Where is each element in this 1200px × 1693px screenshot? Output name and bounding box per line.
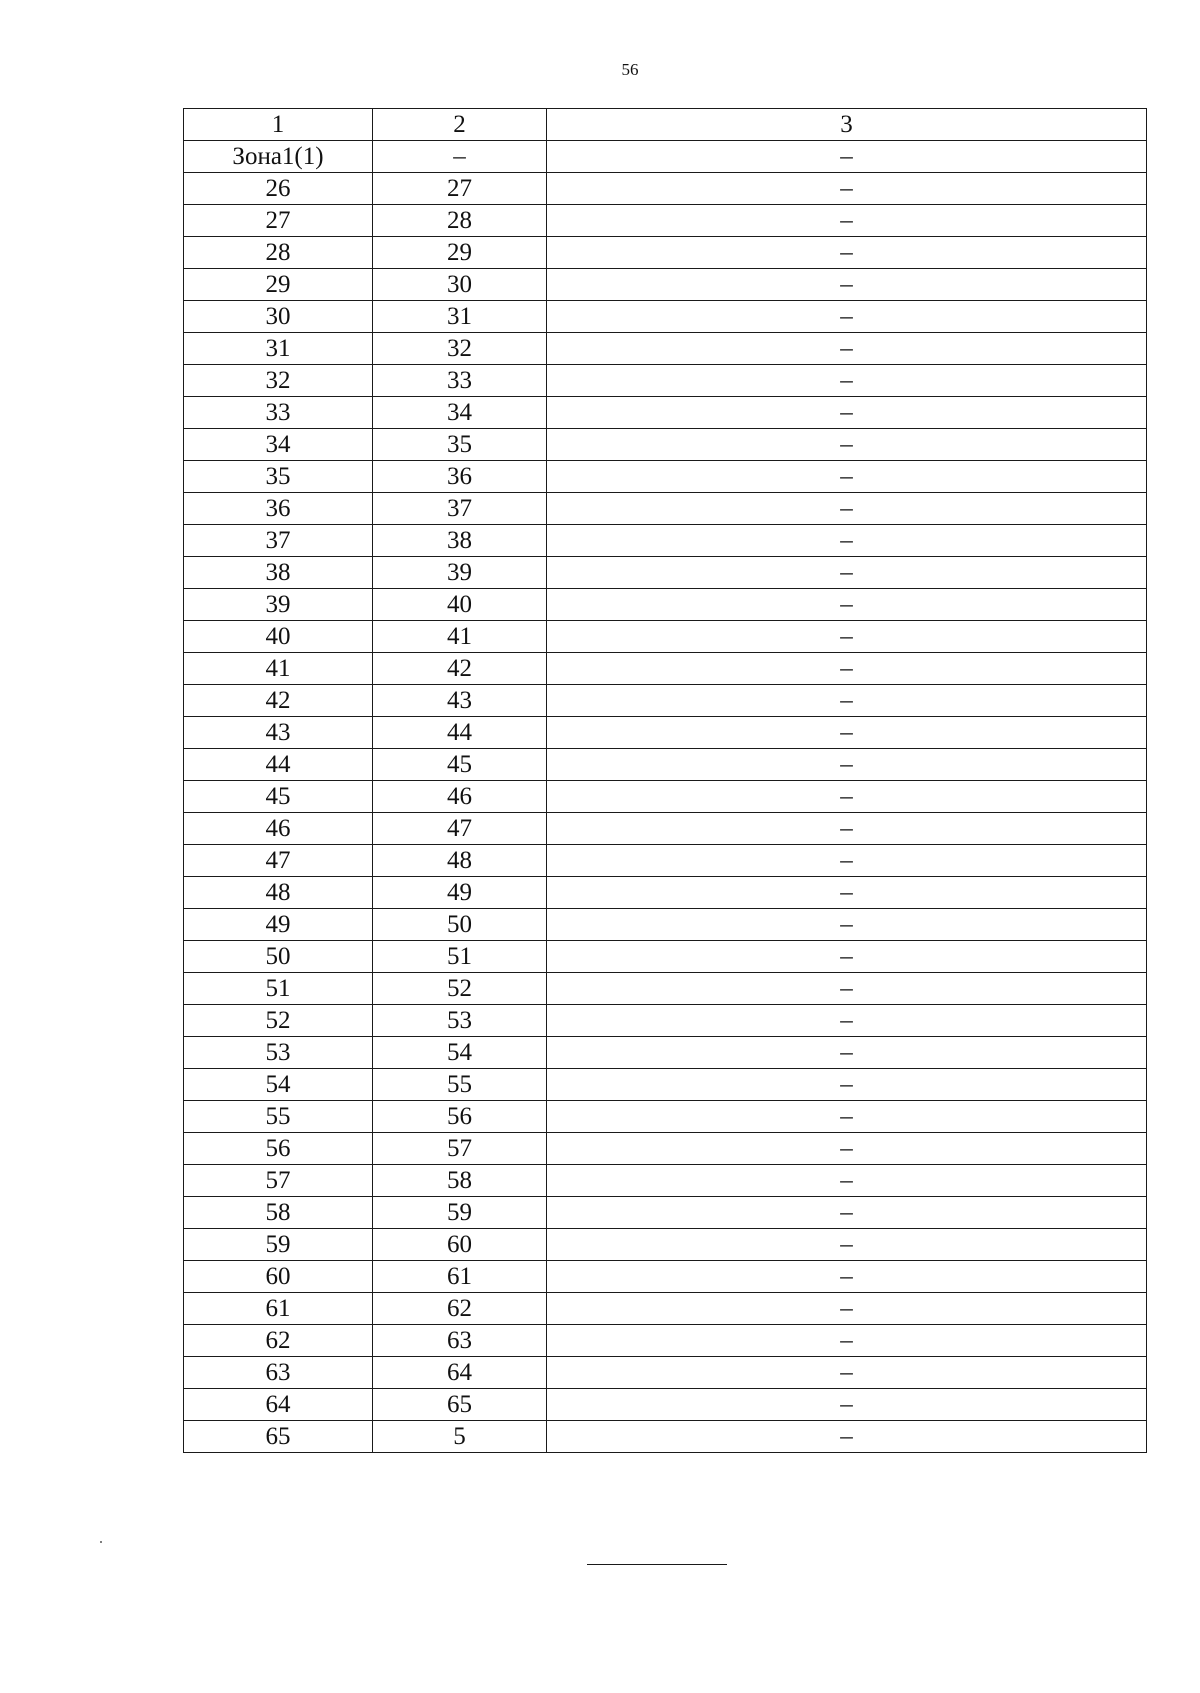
table-cell-col-3: – [547, 1069, 1147, 1101]
table-row [184, 1133, 1147, 1165]
table-cell-col-2: 41 [373, 621, 547, 653]
table-cell-col-3: – [547, 1165, 1147, 1197]
table-row [184, 1005, 1147, 1037]
table-cell-col-3: – [547, 909, 1147, 941]
table-cell-col-1: 36 [184, 493, 373, 525]
table-cell-col-3: – [547, 1101, 1147, 1133]
table-row [184, 1229, 1147, 1261]
table-cell-col-2: 32 [373, 333, 547, 365]
table-cell-col-3: – [547, 1229, 1147, 1261]
table-cell-col-1: 58 [184, 1197, 373, 1229]
table-cell-col-1: 63 [184, 1357, 373, 1389]
table-cell-col-3: – [547, 525, 1147, 557]
table-cell-col-2: 35 [373, 429, 547, 461]
table-cell-col-2: 63 [373, 1325, 547, 1357]
table-cell-col-1: 54 [184, 1069, 373, 1101]
table-cell-col-2: 51 [373, 941, 547, 973]
table-cell-col-3: – [547, 1037, 1147, 1069]
table-cell-col-1: 40 [184, 621, 373, 653]
table-cell-col-1: 26 [184, 173, 373, 205]
table-row [184, 301, 1147, 333]
table-row [184, 1293, 1147, 1325]
table-cell-col-2: 65 [373, 1389, 547, 1421]
table-row [184, 877, 1147, 909]
table-cell-col-2: 45 [373, 749, 547, 781]
table-header-row [184, 109, 1147, 141]
table-row [184, 1389, 1147, 1421]
table-cell-col-2: 53 [373, 1005, 547, 1037]
table-cell-col-2: 39 [373, 557, 547, 589]
table-row [184, 653, 1147, 685]
table-cell-col-2: 31 [373, 301, 547, 333]
table-row [184, 1101, 1147, 1133]
table-cell-col-1: 60 [184, 1261, 373, 1293]
table-row [184, 1325, 1147, 1357]
table-cell-col-1: 59 [184, 1229, 373, 1261]
table-row [184, 589, 1147, 621]
table-row [184, 973, 1147, 1005]
table-cell-col-3: – [547, 1133, 1147, 1165]
table-cell-col-1: 45 [184, 781, 373, 813]
table-cell-col-2: 36 [373, 461, 547, 493]
table-cell-col-1: 38 [184, 557, 373, 589]
table-cell-col-1: 34 [184, 429, 373, 461]
table-cell-col-3: – [547, 1005, 1147, 1037]
table-cell-col-2: 52 [373, 973, 547, 1005]
table-row [184, 1421, 1147, 1453]
table-row [184, 269, 1147, 301]
table-cell-col-1: 29 [184, 269, 373, 301]
table-row [184, 365, 1147, 397]
table-cell-col-1: 31 [184, 333, 373, 365]
table-cell-col-1: 37 [184, 525, 373, 557]
table-cell-col-3: – [547, 333, 1147, 365]
table-row [184, 749, 1147, 781]
table-cell-col-2: 64 [373, 1357, 547, 1389]
table-row [184, 717, 1147, 749]
table-cell-col-2: 29 [373, 237, 547, 269]
table-row [184, 941, 1147, 973]
table-cell-col-3: – [547, 173, 1147, 205]
table-row [184, 205, 1147, 237]
header-cell-3: 3 [547, 109, 1147, 141]
page-number: 56 [621, 60, 639, 79]
table-cell-col-3: – [547, 1325, 1147, 1357]
table-cell-col-1: 42 [184, 685, 373, 717]
table-cell-col-3: – [547, 685, 1147, 717]
table-row [184, 237, 1147, 269]
table-cell-col-3: – [547, 653, 1147, 685]
table-row [184, 813, 1147, 845]
table-row [184, 493, 1147, 525]
table-cell-col-3: – [547, 941, 1147, 973]
table-row [184, 461, 1147, 493]
table-cell-col-2: 56 [373, 1101, 547, 1133]
table-cell-col-1: 65 [184, 1421, 373, 1453]
table-cell-col-1: 46 [184, 813, 373, 845]
table-cell-col-2: 57 [373, 1133, 547, 1165]
table-cell-col-3: – [547, 1293, 1147, 1325]
table-cell-col-3: – [547, 269, 1147, 301]
table-row [184, 1165, 1147, 1197]
table-cell-col-2: 44 [373, 717, 547, 749]
footer-divider [587, 1564, 727, 1565]
table-cell-col-2: 49 [373, 877, 547, 909]
table-row [184, 1037, 1147, 1069]
table-row [184, 1069, 1147, 1101]
table-cell-col-1: 48 [184, 877, 373, 909]
table-cell-col-1: 50 [184, 941, 373, 973]
table-cell-col-1: 39 [184, 589, 373, 621]
table-row [184, 845, 1147, 877]
table-cell-col-2: 50 [373, 909, 547, 941]
table-cell-col-3: – [547, 781, 1147, 813]
table-row [184, 1357, 1147, 1389]
table-cell-col-3: – [547, 237, 1147, 269]
table-cell-col-2: 38 [373, 525, 547, 557]
table-cell-col-2: 5 [373, 1421, 547, 1453]
table-cell-col-3: – [547, 301, 1147, 333]
table-cell-col-2: 54 [373, 1037, 547, 1069]
table-row [184, 781, 1147, 813]
table-cell-col-2: 61 [373, 1261, 547, 1293]
table-cell-col-3: – [547, 589, 1147, 621]
table-cell-col-3: – [547, 1357, 1147, 1389]
table-cell-col-1: 53 [184, 1037, 373, 1069]
table-cell-col-1: 41 [184, 653, 373, 685]
table-cell-col-2: 34 [373, 397, 547, 429]
table-cell-col-2: 40 [373, 589, 547, 621]
table-cell-col-1: 55 [184, 1101, 373, 1133]
table-cell-col-3: – [547, 877, 1147, 909]
table-cell-col-1: 49 [184, 909, 373, 941]
table-row [184, 173, 1147, 205]
table-cell-col-3: – [547, 141, 1147, 173]
table-row [184, 429, 1147, 461]
table-cell-col-3: – [547, 749, 1147, 781]
table-cell-col-3: – [547, 845, 1147, 877]
table-cell-col-2: 30 [373, 269, 547, 301]
table-cell-col-2: 48 [373, 845, 547, 877]
table-cell-col-1: 64 [184, 1389, 373, 1421]
table-cell-col-2: 27 [373, 173, 547, 205]
table-cell-col-2: – [373, 141, 547, 173]
table-row [184, 141, 1147, 173]
table-cell-col-2: 58 [373, 1165, 547, 1197]
table-cell-col-3: – [547, 493, 1147, 525]
table-cell-col-3: – [547, 1197, 1147, 1229]
table-row [184, 1197, 1147, 1229]
table-cell-col-1: 43 [184, 717, 373, 749]
table-cell-col-3: – [547, 205, 1147, 237]
table-row [184, 685, 1147, 717]
table-row [184, 397, 1147, 429]
table-cell-col-3: – [547, 621, 1147, 653]
table-cell-col-2: 55 [373, 1069, 547, 1101]
table-cell-col-3: – [547, 557, 1147, 589]
header-cell-1: 1 [184, 109, 373, 141]
table-cell-col-1: 51 [184, 973, 373, 1005]
table-row [184, 1261, 1147, 1293]
table-row [184, 557, 1147, 589]
table-cell-col-3: – [547, 1389, 1147, 1421]
table-cell-col-3: – [547, 397, 1147, 429]
table-row [184, 333, 1147, 365]
table-cell-col-1: 44 [184, 749, 373, 781]
table-row [184, 525, 1147, 557]
table-cell-col-2: 47 [373, 813, 547, 845]
table-cell-col-3: – [547, 429, 1147, 461]
table-cell-col-3: – [547, 973, 1147, 1005]
table-cell-col-1: 47 [184, 845, 373, 877]
table-cell-col-1: 35 [184, 461, 373, 493]
table-cell-col-1: 57 [184, 1165, 373, 1197]
table-cell-col-2: 46 [373, 781, 547, 813]
table-cell-col-2: 62 [373, 1293, 547, 1325]
table-cell-col-2: 33 [373, 365, 547, 397]
table-cell-col-1: 28 [184, 237, 373, 269]
table-cell-col-1: 27 [184, 205, 373, 237]
table-cell-col-1: Зона1(1) [184, 141, 373, 173]
table-cell-col-3: – [547, 813, 1147, 845]
table-cell-col-3: – [547, 365, 1147, 397]
table-body [184, 109, 1147, 1453]
table-cell-col-1: 33 [184, 397, 373, 429]
table-cell-col-3: – [547, 461, 1147, 493]
table-cell-col-3: – [547, 1261, 1147, 1293]
table-row [184, 909, 1147, 941]
table-cell-col-2: 60 [373, 1229, 547, 1261]
table-cell-col-2: 28 [373, 205, 547, 237]
scan-speck [100, 1541, 102, 1543]
data-table [183, 108, 1147, 1453]
table-cell-col-1: 61 [184, 1293, 373, 1325]
table-cell-col-3: – [547, 1421, 1147, 1453]
table-cell-col-1: 30 [184, 301, 373, 333]
table-cell-col-1: 62 [184, 1325, 373, 1357]
table-cell-col-2: 37 [373, 493, 547, 525]
table-cell-col-2: 43 [373, 685, 547, 717]
table-row [184, 621, 1147, 653]
header-cell-2: 2 [373, 109, 547, 141]
table-cell-col-2: 59 [373, 1197, 547, 1229]
table-cell-col-2: 42 [373, 653, 547, 685]
table-cell-col-3: – [547, 717, 1147, 749]
table-cell-col-1: 32 [184, 365, 373, 397]
table-cell-col-1: 52 [184, 1005, 373, 1037]
table-cell-col-1: 56 [184, 1133, 373, 1165]
